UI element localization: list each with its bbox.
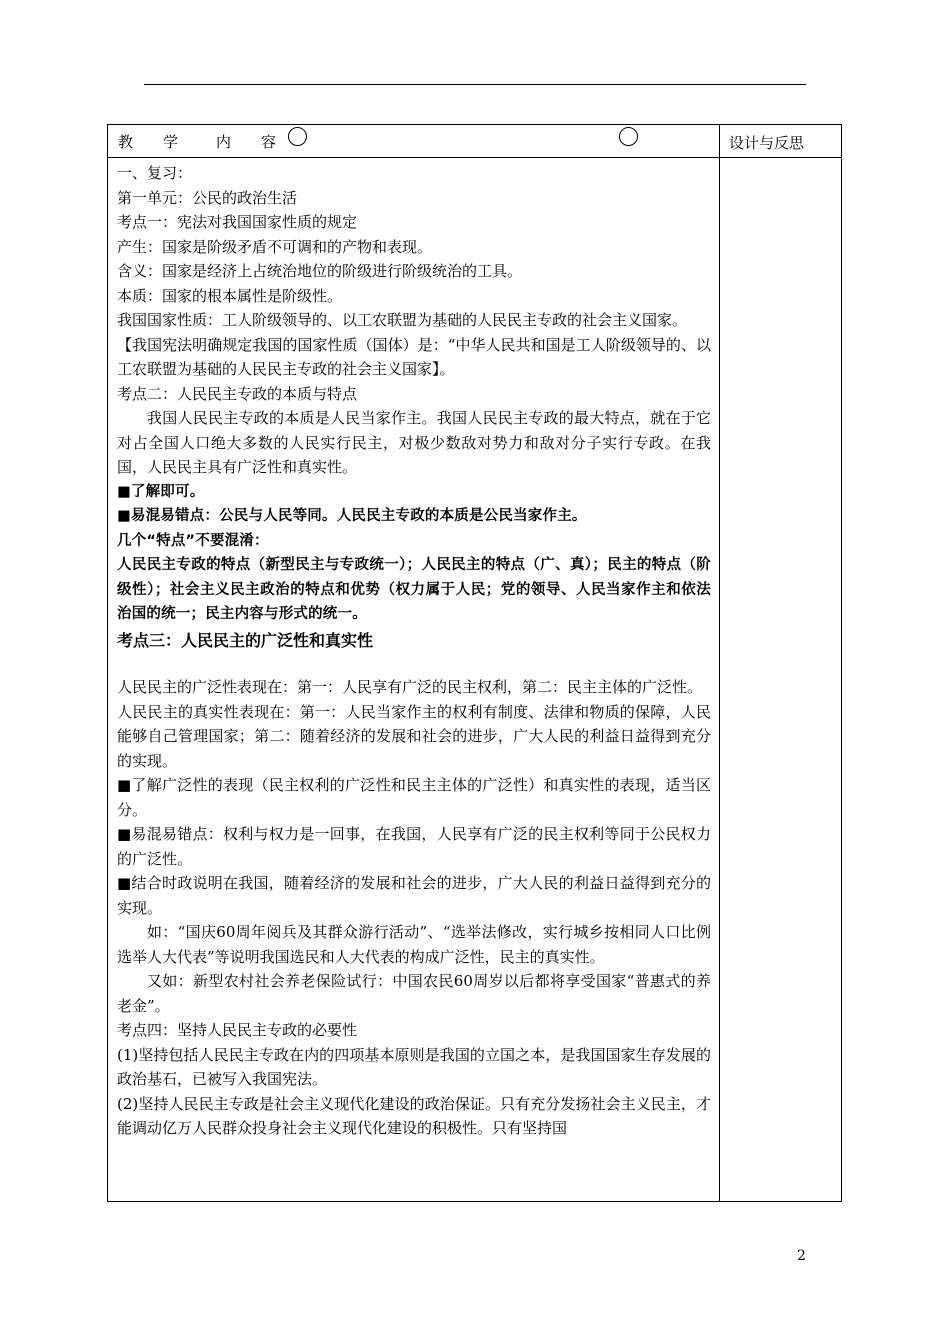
text-paragraph: 我国人民民主专政的本质是人民当家作主。我国人民民主专政的最大特点，就在于它对占全国人口绝大多数的人民实行民主，对极少数敌对势力和敌对分子实行专政。在我国，人民民主具有广泛性和真实性。 (117, 409, 711, 476)
header-char: 教 (118, 133, 134, 151)
example-line: 如：“国庆60周年阅兵及其群众游行活动”、“选举法修改，实行城乡按相同人口比例选举人大代表”等说明我国选民和人大代表的构成广泛性，民主的真实性。 (117, 923, 711, 966)
text-line: 第一单元：公民的政治生活 (117, 188, 298, 207)
circle-mark-right (619, 127, 638, 146)
bold-note: 人民民主专政的特点（新型民主与专政统一）；人民民主的特点（广、真）；民主的特点（阶级性）；社会主义民主政治的特点和优势（权力属于人民；党的领导、人民当家作主和依法治国的统一；民主内容与形式的统一。 (117, 557, 711, 622)
header-teaching-content (118, 131, 276, 152)
header-char: 学 (163, 133, 179, 151)
header-char: 容 (261, 133, 277, 151)
teaching-content (117, 161, 711, 1141)
bold-note: ■了解即可。 (117, 483, 205, 500)
spacer (117, 653, 711, 675)
lesson-table (107, 124, 842, 1202)
text-line: 含义：国家是经济上占统治地位的阶级进行阶级统治的工具。 (117, 262, 523, 280)
text-line: 本质：国家的根本属性是阶级性。 (117, 286, 343, 305)
header-char: 内 (216, 133, 232, 151)
text-line: 考点一：宪法对我国国家性质的规定 (117, 213, 358, 231)
bold-note: 几个“特点”不要混淆： (117, 532, 269, 549)
text-line: 考点四：坚持人民民主专政的必要性 (117, 1021, 358, 1039)
column-divider (719, 125, 720, 1201)
section-heading: 考点三：人民民主的广泛性和真实性 (117, 630, 374, 650)
top-rule (144, 84, 806, 85)
text-line: 产生：国家是阶级矛盾不可调和的产物和表现。 (117, 237, 433, 256)
text-line: 我国国家性质：工人阶级领导的、以工农联盟为基础的人民民主专政的社会主义国家。 (117, 311, 688, 329)
header-divider (108, 157, 841, 158)
text-line: 人民民主的广泛性表现在：第一：人民享有广泛的民主权利，第二：民主主体的广泛性。 (117, 678, 703, 696)
page-number: 2 (797, 1248, 806, 1264)
circle-mark-left (288, 127, 307, 146)
example-line: 又如：新型农村社会养老保险试行：中国农民60周岁以后都将享受国家“普惠式的养老金”。 (117, 972, 711, 1015)
header-design-reflection: 设计与反思 (729, 134, 805, 152)
bold-note: ■易混易错点：公民与人民等同。人民民主专政的本质是公民当家作主。 (117, 508, 587, 524)
text-line: 人民民主的真实性表现在：第一：人民当家作主的权利有制度、法律和物质的保障，人民能够自己管理国家；第二：随着经济的发展和社会的进步，广大人民的利益日益得到充分的实现。 (117, 702, 711, 770)
text-line: ■易混易错点：权利与权力是一回事，在我国，人民享有广泛的民主权利等同于公民权力的广泛性。 (117, 825, 711, 868)
text-line: 一、复习： (117, 164, 193, 182)
text-line: ■了解广泛性的表现（民主权利的广泛性和民主主体的广泛性）和真实性的表现，适当区分。 (117, 776, 711, 819)
text-line: ■结合时政说明在我国，随着经济的发展和社会的进步，广大人民的利益日益得到充分的实现。 (117, 874, 711, 917)
text-line: (1)坚持包括人民民主专政在内的四项基本原则是我国的立国之本，是我国国家生存发展的政治基石，已被写入我国宪法。 (117, 1045, 711, 1088)
text-line: (2)坚持人民民主专政是社会主义现代化建设的政治保证。只有充分发扬社会主义民主，才能调动亿万人民群众投身社会主义现代化建设的积极性。只有坚持国 (117, 1094, 711, 1137)
text-line: 考点二：人民民主专政的本质与特点 (117, 384, 358, 403)
text-line: 【我国宪法明确规定我国的国家性质（国体）是：“中华人民共和国是工人阶级领导的、以工农联盟为基础的人民民主专政的社会主义国家】。 (117, 335, 711, 378)
